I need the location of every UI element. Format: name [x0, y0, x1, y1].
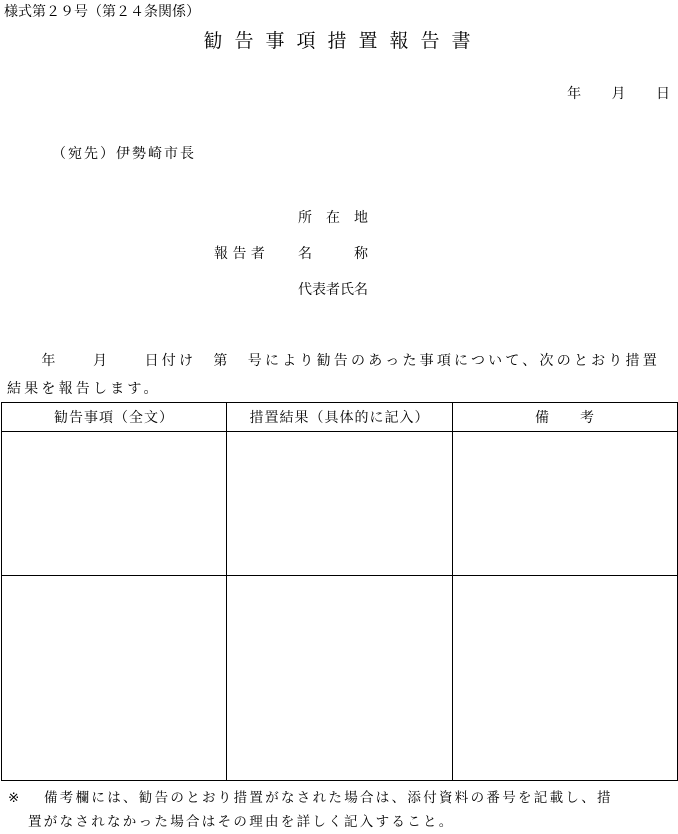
header-remarks: 備 考 [453, 403, 678, 432]
note-line-1: 備考欄には、勧告のとおり措置がなされた場合は、添付資料の番号を記載し、措 [44, 790, 613, 806]
table-row [2, 576, 678, 781]
measure-result-cell[interactable] [227, 432, 453, 576]
date-month-label: 月 [611, 86, 626, 102]
note-mark: ※ [8, 790, 22, 806]
header-measure-result: 措置結果（具体的に記入） [227, 403, 453, 432]
reporter-label: 報 告 者 [214, 246, 265, 262]
name-label: 名 称 [298, 246, 368, 262]
form-number: 様式第２９号（第２４条関係） [4, 4, 200, 20]
addressee: （宛先）伊勢崎市長 [52, 146, 196, 162]
location-label: 所 在 地 [298, 210, 368, 226]
date-day-label: 日 [656, 86, 670, 102]
document-title: 勧告事項措置報告書 [203, 30, 483, 52]
footnote [8, 786, 676, 834]
header-recommendation: 勧告事項（全文） [2, 403, 227, 432]
remarks-cell[interactable] [453, 432, 678, 576]
note-line-2: 置がなされなかった場合はその理由を詳しく記入すること。 [28, 814, 455, 830]
report-statement: 年 月 日付け 第 号により勧告のあった事項について、次のとおり措置結果を報告します。 [7, 353, 660, 397]
table-row [2, 432, 678, 576]
representative-label: 代表者氏名 [298, 282, 368, 298]
date-line [567, 83, 670, 103]
recommendation-cell[interactable] [2, 432, 227, 576]
reporter-block [0, 200, 678, 320]
date-year-label: 年 [567, 86, 582, 102]
remarks-cell[interactable] [453, 576, 678, 781]
report-table [1, 402, 678, 781]
recommendation-cell[interactable] [2, 576, 227, 781]
measure-result-cell[interactable] [227, 576, 453, 781]
table-header-row [2, 403, 678, 432]
